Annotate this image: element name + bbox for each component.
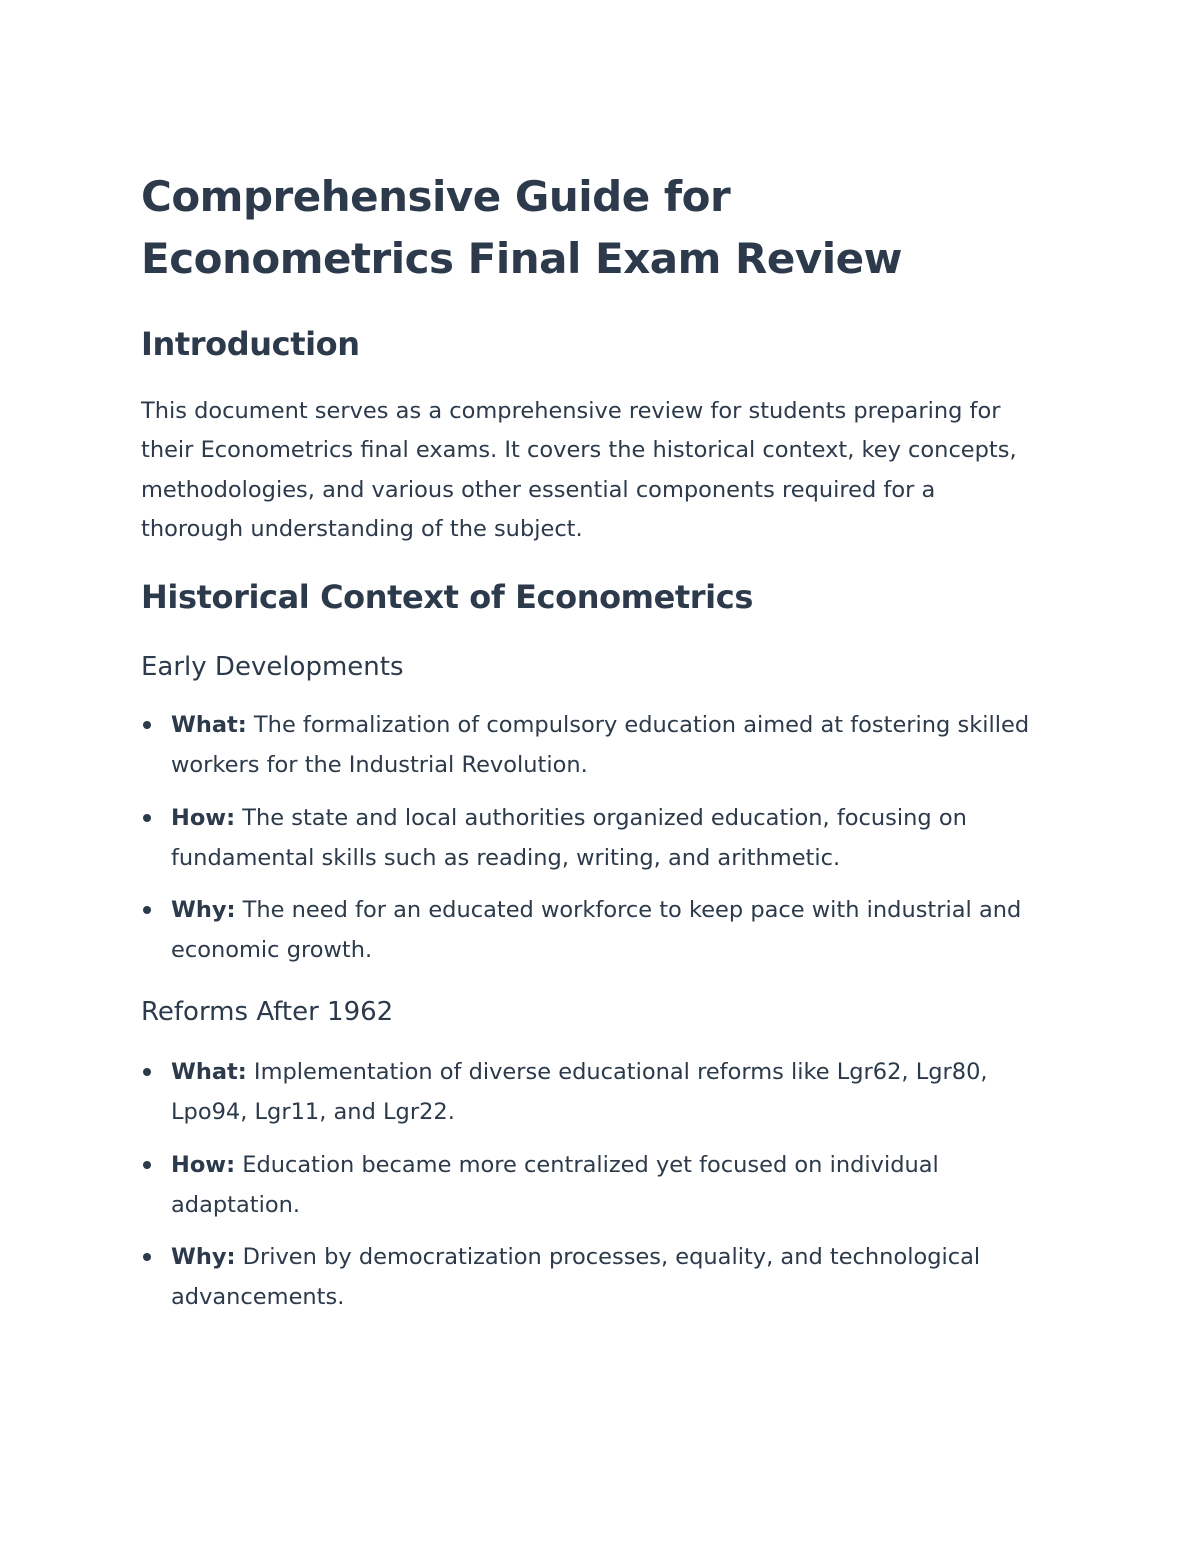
title-line-1: Comprehensive Guide for (141, 172, 731, 221)
item-text: Education became more centralized yet focused on individual adaptation. (171, 1151, 939, 1218)
title-line-2: Econometrics Final Exam Review (141, 234, 902, 283)
historical-context-heading: Historical Context of Econometrics (141, 578, 753, 617)
bullet-dot-icon (143, 1253, 151, 1261)
item-label: What: (171, 712, 247, 739)
item-label: How: (171, 1151, 236, 1178)
reforms-heading: Reforms After 1962 (141, 997, 394, 1028)
introduction-paragraph: This document serves as a comprehensive review for students preparing for their Econometrics final exams. It covers the historical context, key concepts, methodologies, and various other essential components required for a thorough understanding of the subject. (141, 398, 1017, 542)
item-text: Implementation of diverse educational reforms like Lgr62, Lgr80, Lpo94, Lgr11, and Lgr22. (171, 1059, 988, 1126)
bullet-dot-icon (143, 1161, 151, 1169)
item-label: How: (171, 804, 236, 831)
reforms-list (141, 1052, 1061, 1317)
item-text: The state and local authorities organized education, focusing on fundamental skills such as reading, writing, and arithmetic. (171, 804, 967, 871)
list-item (141, 705, 1051, 785)
item-label: What: (171, 1059, 247, 1086)
list-item (141, 798, 1051, 878)
item-text: Driven by democratization processes, equality, and technological advancements. (171, 1244, 981, 1311)
item-label: Why: (171, 897, 236, 924)
item-text: The need for an educated workforce to keep pace with industrial and economic growth. (171, 897, 1022, 964)
bullet-dot-icon (143, 1068, 151, 1076)
bullet-dot-icon (143, 814, 151, 822)
bullet-dot-icon (143, 721, 151, 729)
introduction-heading: Introduction (141, 325, 360, 363)
early-developments-list (141, 705, 1061, 970)
bullet-dot-icon (143, 906, 151, 914)
item-label: Why: (171, 1244, 236, 1271)
early-developments-heading: Early Developments (141, 652, 404, 683)
document-title (141, 166, 1061, 290)
document-page (141, 166, 1061, 1330)
item-text: The formalization of compulsory education aimed at fostering skilled workers for the Industrial Revolution. (171, 712, 1030, 779)
list-item (141, 890, 1051, 970)
list-item (141, 1145, 1051, 1225)
list-item (141, 1052, 1051, 1132)
list-item (141, 1237, 1051, 1317)
